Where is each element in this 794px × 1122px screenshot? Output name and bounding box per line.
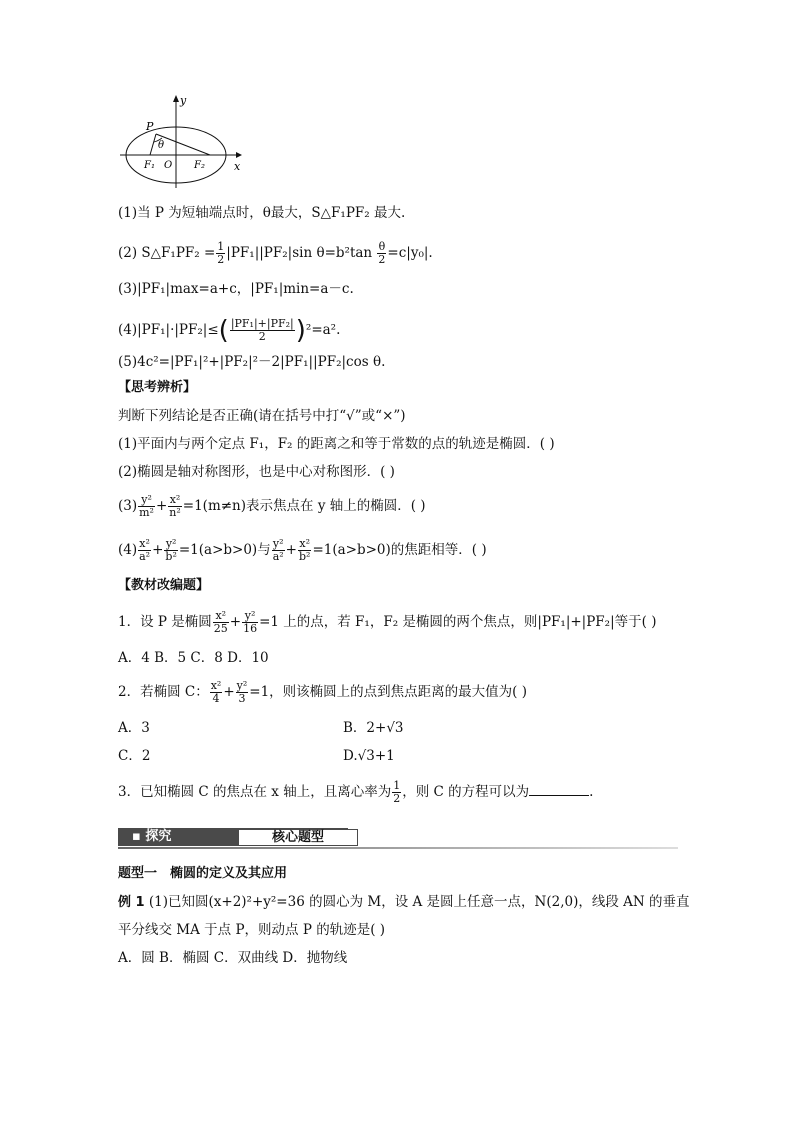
frac-den: b² xyxy=(298,550,311,563)
prop-4-part-a: (4)|PF₁|·|PF₂|≤ xyxy=(118,322,219,338)
left-paren: ( xyxy=(218,315,229,346)
section-banner xyxy=(118,828,678,848)
example-1-options: A．圆 B．椭圆 C．双曲线 D．抛物线 xyxy=(118,950,348,966)
q4-middle: =1(a>b>0)与 xyxy=(178,542,271,558)
plus-sign: + xyxy=(152,542,164,558)
prop-2-frac-theta xyxy=(377,241,386,266)
prop-4 xyxy=(118,315,341,346)
exercise-2-option-a: A．3 xyxy=(118,720,150,736)
banner-rule xyxy=(118,847,678,849)
plus-sign: + xyxy=(229,614,242,630)
frac-num: y² xyxy=(138,494,155,507)
frac-num: 1 xyxy=(393,779,401,792)
e2-start: 2．若椭圆 C： xyxy=(118,684,209,700)
label-o: O xyxy=(164,160,173,171)
plus-sign: + xyxy=(155,498,168,514)
think-intro: 判断下列结论是否正确(请在括号中打“√”或“×”) xyxy=(118,408,406,424)
frac-den: 2 xyxy=(258,330,266,343)
exercise-1-options: A．4 B．5 C．8 D．10 xyxy=(118,650,269,666)
label-x: x xyxy=(234,160,241,173)
frac-num: y² xyxy=(165,537,177,550)
frac-den: m² xyxy=(139,506,154,519)
q3-rest: =1(m≠n)表示焦点在 y 轴上的椭圆．( ) xyxy=(182,498,426,514)
think-q2: (2)椭圆是轴对称图形，也是中心对称图形．( ) xyxy=(118,464,395,480)
think-q4 xyxy=(118,538,487,563)
frac-den: 2 xyxy=(393,792,401,805)
right-paren: ) xyxy=(295,315,306,346)
e1-start: 1．设 P 是椭圆 xyxy=(118,614,212,630)
exercise-3 xyxy=(118,780,593,805)
ellipse-diagram xyxy=(118,92,248,192)
prop-2-part-b: |PF₁||PF₂|sin θ=b²tan xyxy=(226,245,373,261)
frac-den: n² xyxy=(169,506,181,519)
example-label: 例 1 xyxy=(118,895,145,910)
answer-blank[interactable] xyxy=(529,781,589,796)
label-theta: θ xyxy=(158,140,165,151)
banner-tag-explore: ▪ 探究 xyxy=(132,829,172,844)
exercise-2-option-c: C．2 xyxy=(118,748,151,764)
frac-num: x² xyxy=(213,610,229,623)
frac-den: 4 xyxy=(212,692,220,705)
think-q3 xyxy=(118,494,426,519)
think-heading: 【思考辨析】 xyxy=(118,380,197,395)
e2-frac-1 xyxy=(210,680,223,705)
frac-den: 16 xyxy=(243,622,258,635)
textbook-heading: 【教材改编题】 xyxy=(118,578,210,593)
banner-tag-core: 核心题型 xyxy=(238,829,358,846)
q4-frac-1 xyxy=(138,538,151,563)
frac-num: y² xyxy=(236,679,248,692)
frac-num: x² xyxy=(299,537,311,550)
prop-4-part-b: ²=a². xyxy=(305,322,341,338)
prop-2-frac-half xyxy=(216,241,225,266)
label-f2: F₂ xyxy=(194,160,205,171)
exercise-2-option-b: B．2+√3 xyxy=(343,720,404,736)
q4-label: (4) xyxy=(118,542,138,558)
example-1-line-2: 平分线交 MA 于点 P，则动点 P 的轨迹是( ) xyxy=(118,922,386,938)
frac-num: θ xyxy=(378,240,386,253)
y-axis-arrow xyxy=(173,95,179,102)
q3-frac-2 xyxy=(168,494,182,519)
frac-den: 3 xyxy=(238,692,246,705)
frac-den: a² xyxy=(139,550,151,563)
frac-den: 25 xyxy=(213,622,228,635)
segment-pf1 xyxy=(150,134,156,155)
q4-frac-4 xyxy=(298,538,311,563)
e3-start: 3．已知椭圆 C 的焦点在 x 轴上，且离心率为 xyxy=(118,784,392,800)
exercise-2 xyxy=(118,680,527,705)
e3-frac xyxy=(392,780,401,805)
e1-frac-2 xyxy=(242,610,258,635)
q4-frac-3 xyxy=(272,538,285,563)
e3-end: . xyxy=(589,784,594,800)
e1-frac-1 xyxy=(213,610,229,635)
example-text-1: (1)已知圆(x+2)²+y²=36 的圆心为 M，设 A 是圆上任意一点，N(2,0)，线段 AN 的垂直 xyxy=(148,894,690,910)
prop-3: (3)|PF₁|max=a+c，|PF₁|min=a－c. xyxy=(118,281,354,297)
e2-rest: =1，则该椭圆上的点到焦点距离的最大值为( ) xyxy=(249,684,528,700)
q4-frac-2 xyxy=(164,538,177,563)
frac-num: y² xyxy=(272,537,284,550)
q3-frac-1 xyxy=(138,494,155,519)
frac-den: a² xyxy=(272,550,284,563)
prop-2-part-c: =c|y₀|. xyxy=(387,245,433,261)
e1-rest: =1 上的点，若 F₁，F₂ 是椭圆的两个焦点，则|PF₁|+|PF₂|等于( ) xyxy=(259,614,657,630)
frac-den: b² xyxy=(165,550,177,563)
prop-4-frac xyxy=(230,318,295,343)
q3-label: (3) xyxy=(118,498,138,514)
topic-title: 题型一 椭圆的定义及其应用 xyxy=(118,866,288,881)
q4-rest: =1(a>b>0)的焦距相等．( ) xyxy=(312,542,487,558)
exercise-2-option-d: D.√3+1 xyxy=(343,748,395,764)
prop-5: (5)4c²=|PF₁|²+|PF₂|²－2|PF₁||PF₂|cos θ. xyxy=(118,354,386,370)
prop-1: (1)当 P 为短轴端点时，θ最大，S△F₁PF₂ 最大. xyxy=(118,205,406,221)
label-y: y xyxy=(180,94,187,107)
plus-sign: + xyxy=(223,684,235,700)
segment-pf2 xyxy=(156,134,210,155)
frac-num: x² xyxy=(169,493,181,506)
frac-num: 1 xyxy=(217,240,225,253)
label-p: P xyxy=(146,120,154,133)
think-q1: (1)平面内与两个定点 F₁，F₂ 的距离之和等于常数的点的轨迹是椭圆．( ) xyxy=(118,436,555,452)
frac-num: |PF₁|+|PF₂| xyxy=(230,317,294,330)
frac-den: 2 xyxy=(217,253,225,266)
frac-num: x² xyxy=(210,679,222,692)
example-1-line-1 xyxy=(118,892,690,913)
e2-frac-2 xyxy=(236,680,249,705)
frac-num: y² xyxy=(242,610,258,623)
e3-middle: ，则 C 的方程可以为 xyxy=(402,784,530,800)
x-axis-arrow xyxy=(236,152,242,158)
plus-sign: + xyxy=(285,542,297,558)
exercise-1 xyxy=(118,610,656,635)
frac-num: x² xyxy=(139,537,150,550)
prop-2-part-a: (2) S△F₁PF₂ = xyxy=(118,245,216,261)
frac-den: 2 xyxy=(378,253,386,266)
label-f1: F₁ xyxy=(144,160,155,171)
prop-2 xyxy=(118,241,433,266)
